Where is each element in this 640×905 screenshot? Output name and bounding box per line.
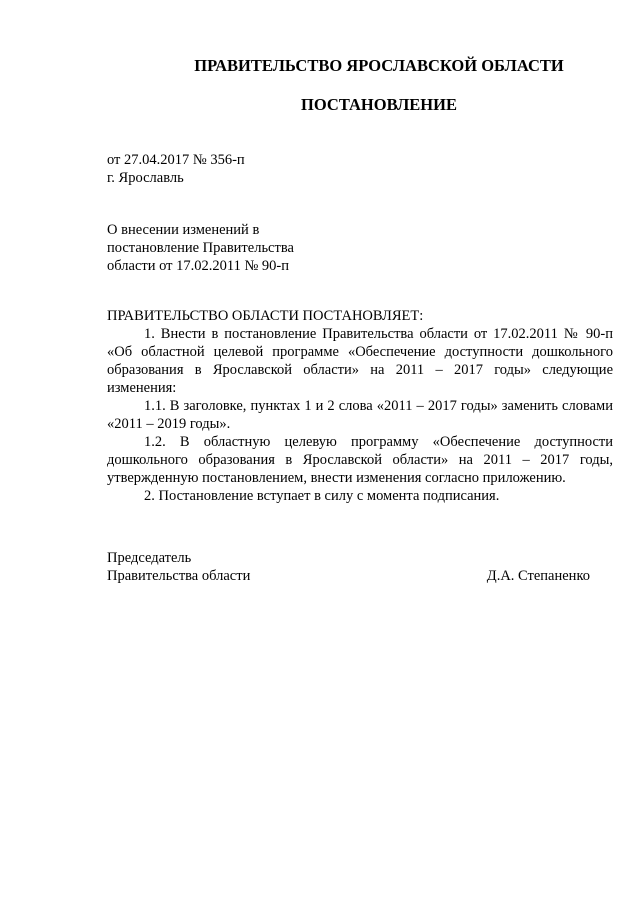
- document-type-title: ПОСТАНОВЛЕНИЕ: [301, 95, 457, 114]
- subject-line: О внесении изменений в: [107, 222, 260, 238]
- paragraph-1: 1. Внести в постановление Правительства области от 17.02.2011 № 90-п «Об областной целевой программе «Обеспечение доступности дошкольного образования в Ярославской области» на 2011 – 2017 годы» следующие изменения:: [107, 326, 613, 396]
- document-body: [107, 307, 613, 505]
- resolve-heading: ПРАВИТЕЛЬСТВО ОБЛАСТИ ПОСТАНОВЛЯЕТ:: [107, 308, 424, 324]
- signatory-position-line2: Правительства области: [107, 568, 251, 584]
- organization-title: ПРАВИТЕЛЬСТВО ЯРОСЛАВСКОЙ ОБЛАСТИ: [194, 56, 564, 75]
- signature-row: [107, 567, 590, 585]
- signatory-name: Д.А. Степаненко: [486, 568, 590, 584]
- paragraph-1-2: 1.2. В областную целевую программу «Обеспечение доступности дошкольного образования в Ярославской области» на 2011 – 2017 годы, утвержденную постановлением, внести изменения согласно приложению.: [107, 434, 613, 486]
- paragraph-2: 2. Постановление вступает в силу с момента подписания.: [144, 488, 500, 504]
- paragraph-1-1: 1.1. В заголовке, пунктах 1 и 2 слова «2011 – 2017 годы» заменить словами «2011 – 2019 годы».: [107, 398, 613, 432]
- date-number: от 27.04.2017 № 356-п: [107, 152, 245, 168]
- subject-line: области от 17.02.2011 № 90-п: [107, 258, 290, 274]
- signature-block: [107, 549, 590, 585]
- city: г. Ярославль: [107, 170, 184, 186]
- subject-line: постановление Правительства: [107, 240, 294, 256]
- document-subject: [107, 221, 294, 275]
- signatory-position-line1: Председатель: [107, 550, 192, 566]
